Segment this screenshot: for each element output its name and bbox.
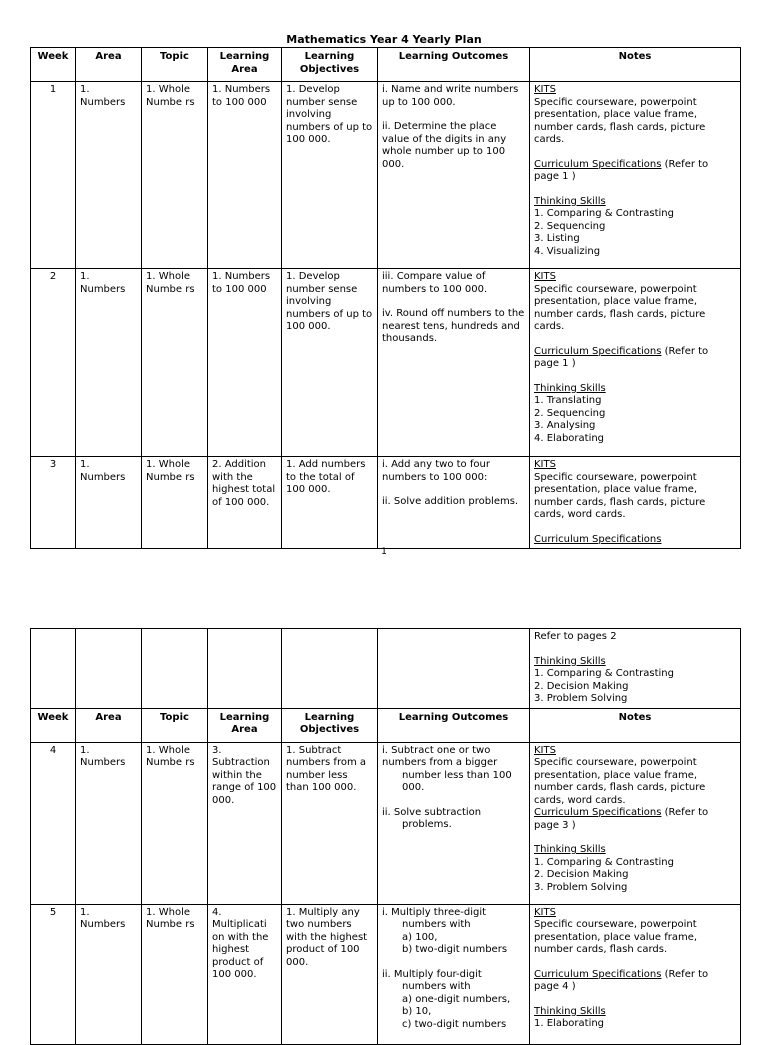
notes-cell <box>530 269 741 457</box>
outcome-item: i. Name and write numbers up to 100 000. <box>382 84 519 108</box>
outcomes-cell <box>378 904 530 1044</box>
outcome-item: ii. Multiply four-digit <box>382 968 482 980</box>
curriculum-ref: (Refer to page 3 ) <box>534 807 709 831</box>
curriculum-label: Curriculum Specifications <box>534 345 662 357</box>
outcome-sub-item: c) two-digit numbers <box>402 1018 507 1030</box>
kits-text: Specific courseware, powerpoint presentation, place value frame, number cards, flash cards, picture cards. <box>534 96 706 145</box>
curriculum-ref: (Refer to page 1 ) <box>534 345 709 369</box>
header-area: Area <box>76 708 142 742</box>
header-topic: Topic <box>142 708 208 742</box>
outcome-item: numbers from a bigger <box>382 757 498 768</box>
outcome-sub-item: a) one-digit numbers, <box>402 993 511 1005</box>
page-number: 1 <box>381 547 387 557</box>
outcome-item: ii. Determine the place value of the digits in any whole number up to 100 000. <box>382 121 507 170</box>
week-cell: 3 <box>31 457 76 549</box>
learning-area-cell: 1. Numbers to 100 000 <box>208 82 282 269</box>
kits-label: KITS <box>534 459 556 470</box>
header-notes: Notes <box>530 48 741 82</box>
topic-cell: 1. Whole Numbe rs <box>142 742 208 904</box>
outcome-item: ii. Solve addition problems. <box>382 496 519 507</box>
learning-area-cell: 2. Addition with the highest total of 100 000. <box>208 457 282 549</box>
outcome-sub-item: b) two-digit numbers <box>402 944 508 955</box>
objectives-cell: 1. Subtract numbers from a number less than 100 000. <box>282 742 378 904</box>
outcome-item: numbers with <box>402 919 471 930</box>
area-cell: 1. Numbers <box>76 269 142 457</box>
skill-item: 2. Decision Making <box>534 680 629 692</box>
skill-item: 3. Problem Solving <box>534 881 628 893</box>
kits-label: KITS <box>534 84 556 95</box>
outcomes-cell <box>378 269 530 457</box>
learning-area-cell: 4. Multiplicati on with the highest product of 100 000. <box>208 904 282 1044</box>
header-learning-area: Learning Area <box>208 48 282 82</box>
skill-item: 3. Listing <box>534 233 580 244</box>
skill-item: 1. Translating <box>534 395 602 406</box>
area-cell: 1. Numbers <box>76 904 142 1044</box>
week-cell: 1 <box>31 82 76 269</box>
learning-area-cell: 3. Subtraction within the range of 100 000. <box>208 742 282 904</box>
skill-item: 4. Visualizing <box>534 245 601 257</box>
skill-item: 1. Comparing & Contrasting <box>534 668 674 679</box>
topic-cell: 1. Whole Numbe rs <box>142 457 208 549</box>
skill-item: 3. Problem Solving <box>534 693 628 704</box>
outcome-item: numbers with <box>402 981 471 992</box>
thinking-skills-label: Thinking Skills <box>534 655 606 667</box>
header-topic: Topic <box>142 48 208 82</box>
notes-cell <box>530 82 741 269</box>
outcome-item: i. Subtract one or two <box>382 744 491 756</box>
outcome-item: i. Add any two to four numbers to 100 000: <box>382 459 490 483</box>
skill-item: 4. Elaborating <box>534 432 605 444</box>
outcomes-cell <box>378 457 530 549</box>
skill-item: 2. Sequencing <box>534 220 606 232</box>
outcome-item: i. Multiply three-digit <box>382 906 487 918</box>
objectives-cell: 1. Add numbers to the total of 100 000. <box>282 457 378 549</box>
kits-text: Specific courseware, powerpoint presentation, place value frame, number cards, flash cards, picture cards, word cards. <box>534 757 706 806</box>
kits-label: KITS <box>534 744 556 756</box>
area-cell: 1. Numbers <box>76 82 142 269</box>
kits-label: KITS <box>534 906 556 918</box>
curriculum-label: Curriculum Specifications <box>534 807 662 818</box>
skill-item: 1. Comparing & Contrasting <box>534 208 674 219</box>
learning-area-cell: 1. Numbers to 100 000 <box>208 269 282 457</box>
week-cell: 5 <box>31 904 76 1044</box>
table-row <box>31 269 741 457</box>
header-notes: Notes <box>530 708 741 742</box>
objectives-cell: 1. Develop number sense involving numbers of up to 100 000. <box>282 269 378 457</box>
curriculum-label: Curriculum Specifications <box>534 533 662 545</box>
yearly-plan-table-page-1 <box>30 47 741 549</box>
header-learning-objectives: Learning Objectives <box>282 708 378 742</box>
outcomes-cell <box>378 742 530 904</box>
header-learning-outcomes: Learning Outcomes <box>378 708 530 742</box>
topic-cell: 1. Whole Numbe rs <box>142 269 208 457</box>
header-learning-outcomes: Learning Outcomes <box>378 48 530 82</box>
table-row <box>31 82 741 269</box>
area-cell: 1. Numbers <box>76 457 142 549</box>
outcome-sub-item: a) 100, <box>402 931 438 943</box>
kits-text: Specific courseware, powerpoint presentation, place value frame, number cards, flash cards. <box>534 919 698 955</box>
header-area: Area <box>76 48 142 82</box>
notes-cell <box>530 629 741 709</box>
notes-cell <box>530 904 741 1044</box>
skill-item: 2. Sequencing <box>534 407 606 419</box>
yearly-plan-table-page-2 <box>30 628 741 1045</box>
thinking-skills-label: Thinking Skills <box>534 844 606 855</box>
skill-item: 1. Elaborating <box>534 1018 605 1029</box>
table-row <box>31 904 741 1044</box>
header-week: Week <box>31 708 76 742</box>
curriculum-ref: (Refer to page 4 ) <box>534 968 709 992</box>
outcomes-cell <box>378 82 530 269</box>
objectives-cell: 1. Develop number sense involving numbers of up to 100 000. <box>282 82 378 269</box>
curriculum-ref: Refer to pages 2 <box>534 631 617 642</box>
continuation-row <box>31 629 741 709</box>
week-cell: 4 <box>31 742 76 904</box>
outcome-item: iii. Compare value of numbers to 100 000. <box>382 271 488 295</box>
topic-cell: 1. Whole Numbe rs <box>142 904 208 1044</box>
thinking-skills-label: Thinking Skills <box>534 195 606 207</box>
header-week: Week <box>31 48 76 82</box>
skill-item: 2. Decision Making <box>534 869 629 880</box>
thinking-skills-label: Thinking Skills <box>534 382 606 394</box>
skill-item: 1. Comparing & Contrasting <box>534 856 674 868</box>
week-cell: 2 <box>31 269 76 457</box>
skill-item: 3. Analysing <box>534 420 596 431</box>
kits-label: KITS <box>534 271 556 282</box>
header-row <box>31 708 741 742</box>
area-cell: 1. Numbers <box>76 742 142 904</box>
header-row <box>31 48 741 82</box>
curriculum-label: Curriculum Specifications <box>534 968 662 980</box>
notes-cell <box>530 742 741 904</box>
outcome-item: problems. <box>402 819 452 830</box>
table-row <box>31 742 741 904</box>
kits-text: Specific courseware, powerpoint presentation, place value frame, number cards, flash cards, picture cards, word cards. <box>534 471 706 520</box>
outcome-item: number less than 100 000. <box>402 769 512 793</box>
outcome-item: ii. Solve subtraction <box>382 806 482 818</box>
thinking-skills-label: Thinking Skills <box>534 1005 606 1017</box>
outcome-sub-item: b) 10, <box>402 1006 432 1017</box>
objectives-cell: 1. Multiply any two numbers with the highest product of 100 000. <box>282 904 378 1044</box>
table-row <box>31 457 741 549</box>
notes-cell <box>530 457 741 549</box>
topic-cell: 1. Whole Numbe rs <box>142 82 208 269</box>
kits-text: Specific courseware, powerpoint presentation, place value frame, number cards, flash cards, picture cards. <box>534 283 706 332</box>
header-learning-objectives: Learning Objectives <box>282 48 378 82</box>
curriculum-ref: (Refer to page 1 ) <box>534 158 709 182</box>
document-title: Mathematics Year 4 Yearly Plan <box>286 33 482 46</box>
outcome-item: iv. Round off numbers to the nearest tens, hundreds and thousands. <box>382 308 525 344</box>
curriculum-label: Curriculum Specifications <box>534 158 662 170</box>
header-learning-area: Learning Area <box>208 708 282 742</box>
